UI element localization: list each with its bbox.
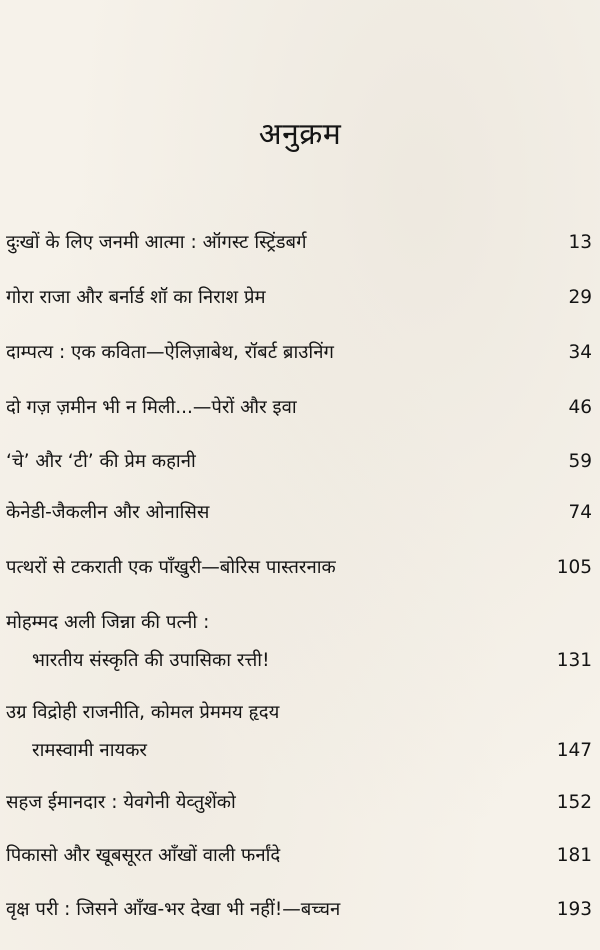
entry-page-number: 34 [568, 342, 592, 363]
entry-title: गोरा राजा और बर्नार्ड शॉ का निराश प्रेम [6, 287, 266, 308]
entry-page-number: 181 [556, 845, 592, 866]
toc-entry [6, 610, 592, 674]
entry-title: उग्र विद्रोही राजनीति, कोमल प्रेममय हृदय [6, 702, 280, 723]
toc-entry [6, 897, 592, 923]
entry-title: दाम्पत्य : एक कविता—ऐलिज़ाबेथ, रॉबर्ट ब्राउनिंग [6, 342, 334, 363]
entry-title: दो गज़ ज़मीन भी न मिली...—पेरों और इवा [6, 397, 297, 418]
toc-entry [6, 395, 592, 421]
toc-entry [6, 340, 592, 366]
toc-entry [6, 555, 592, 581]
entry-page-number: 152 [556, 792, 592, 813]
toc-entry [6, 700, 592, 764]
entry-title: पिकासो और खूबसूरत आँखों वाली फर्नांदे [6, 845, 281, 866]
toc-entry [6, 790, 592, 816]
entry-title: वृक्ष परी : जिसने आँख-भर देखा भी नहीं!—बच्चन [6, 899, 341, 920]
entry-title: सहज ईमानदार : येवगेनी येव्तुशेंको [6, 792, 236, 813]
entry-page-number: 147 [556, 740, 592, 761]
entry-title-continued: भारतीय संस्कृति की उपासिका रत्ती! [32, 650, 270, 671]
entry-title: दुःखों के लिए जनमी आत्मा : ऑगस्ट स्ट्रिंडबर्ग [6, 232, 307, 253]
toc-entry [6, 843, 592, 869]
entry-title: मोहम्मद अली जिन्ना की पत्नी : [6, 612, 210, 633]
entry-page-number: 13 [568, 232, 592, 253]
toc-entry [6, 449, 592, 475]
entry-title: पत्थरों से टकराती एक पाँखुरी—बोरिस पास्तरनाक [6, 557, 336, 578]
entry-page-number: 74 [568, 502, 592, 523]
entry-page-number: 29 [568, 287, 592, 308]
page-title: अनुक्रम [258, 117, 342, 152]
entry-page-number: 105 [556, 557, 592, 578]
toc-entry [6, 230, 592, 256]
toc-entry [6, 500, 592, 526]
entry-page-number: 46 [568, 397, 592, 418]
entry-title: ‘चे’ और ‘टी’ की प्रेम कहानी [6, 451, 196, 472]
entry-page-number: 193 [556, 899, 592, 920]
entry-title-continued: रामस्वामी नायकर [32, 740, 147, 761]
toc-entry [6, 285, 592, 311]
entry-page-number: 59 [568, 451, 592, 472]
entry-title: केनेडी-जैकलीन और ओनासिस [6, 502, 210, 523]
entry-page-number: 131 [556, 650, 592, 671]
